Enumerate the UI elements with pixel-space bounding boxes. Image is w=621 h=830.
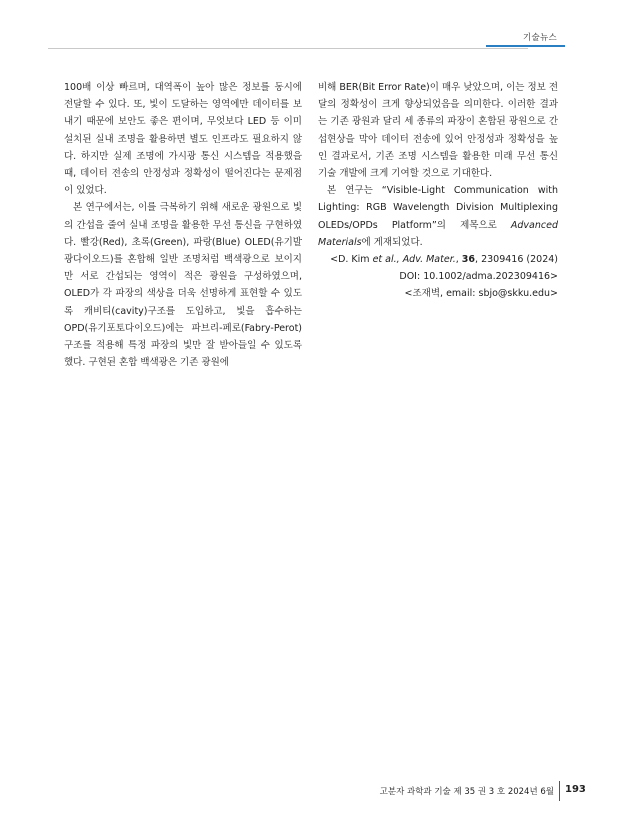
reference-author: <D. Kim bbox=[330, 254, 373, 266]
reference-journal: et al., Adv. Mater. bbox=[372, 254, 456, 266]
publication-note-start: 본 연구는 “Visible-Light Communication with Lighting: RGB Wavelength Division Multiplexing OLEDs/OPDs Platform”의 제목으로 bbox=[318, 185, 558, 231]
reference-pages: , 2309416 (2024) bbox=[475, 254, 558, 266]
left-paragraph-1: 100배 이상 빠르며, 대역폭이 높아 많은 정보를 동시에 전달할 수 있다. 또, 빛이 도달하는 영역에만 데이터를 보내기 때문에 보안도 좋은 편이며, 무엇보다 LED 등 이미 설치된 실내 조명을 활용하면 별도 인프라도 필요하지 않다. 하지만 실제 조명에 가시광 통신 시스템을 적용했을 때, 데이터 전송의 안정성과 정확성이 떨어진다는 문제점이 있었다. bbox=[64, 82, 302, 197]
right-column bbox=[318, 79, 558, 303]
page-footer bbox=[0, 781, 621, 801]
left-paragraph-2: 본 연구에서는, 이를 극복하기 위해 새로운 광원으로 빛의 간섭을 줄여 실내 조명을 활용한 무선 통신을 구현하였다. 빨강(Red), 초록(Green), 파랑(Blue) OLED(유기발광다이오드)를 혼합해 일반 조명처럼 백색광으로 보이지만 서로 간섭되는 영역이 적은 광원을 구성하였으며, OLED가 각 파장의 색상을 더욱 선명하게 표현할 수 있도록 캐비티(cavity)구조를 도입하고, 빛을 흡수하는 OPD(유기포토다이오드)에는 파브리-페로(Fabry-Perot) 구조를 적용해 특정 파장의 빛만 잘 받아들일 수 있도록 했다. 구현된 혼합 백색광은 기존 광원에 bbox=[64, 202, 302, 369]
section-label: 기술뉴스 bbox=[522, 33, 557, 43]
page-number: 193 bbox=[565, 784, 586, 795]
reference-volume: 36 bbox=[461, 254, 476, 266]
publication-note-end: 에 게재되었다. bbox=[361, 236, 423, 248]
left-column bbox=[64, 79, 302, 371]
journal-name: Advanced Materials bbox=[318, 219, 558, 248]
footer-journal-info: 고분자 과학과 기술 제 35 권 3 호 2024년 6월 bbox=[379, 787, 554, 797]
author-contact: <조재벽, email: sbjo@skku.edu> bbox=[404, 288, 558, 300]
reference-doi: DOI: 10.1002/adma.202309416> bbox=[399, 271, 558, 283]
footer-separator bbox=[559, 781, 560, 801]
reference-comma: , bbox=[455, 254, 462, 266]
reference-citation bbox=[318, 251, 558, 268]
right-paragraph-2 bbox=[318, 182, 558, 251]
right-paragraph-1: 비해 BER(Bit Error Rate)이 매우 낮았으며, 이는 정보 전달의 정확성이 크게 향상되었음을 의미한다. 이러한 결과는 기존 광원과 달리 세 종류의 파장이 혼합된 광원으로 간섭현상을 막아 데이터 전송에 있어 안정성과 정확성을 높인 결과로서, 기존 조명 시스템을 활용한 미래 무선 통신 기술 개발에 크게 기여할 것으로 기대한다. bbox=[318, 82, 559, 180]
header-rule bbox=[48, 48, 528, 49]
header-accent-rule bbox=[486, 45, 565, 47]
